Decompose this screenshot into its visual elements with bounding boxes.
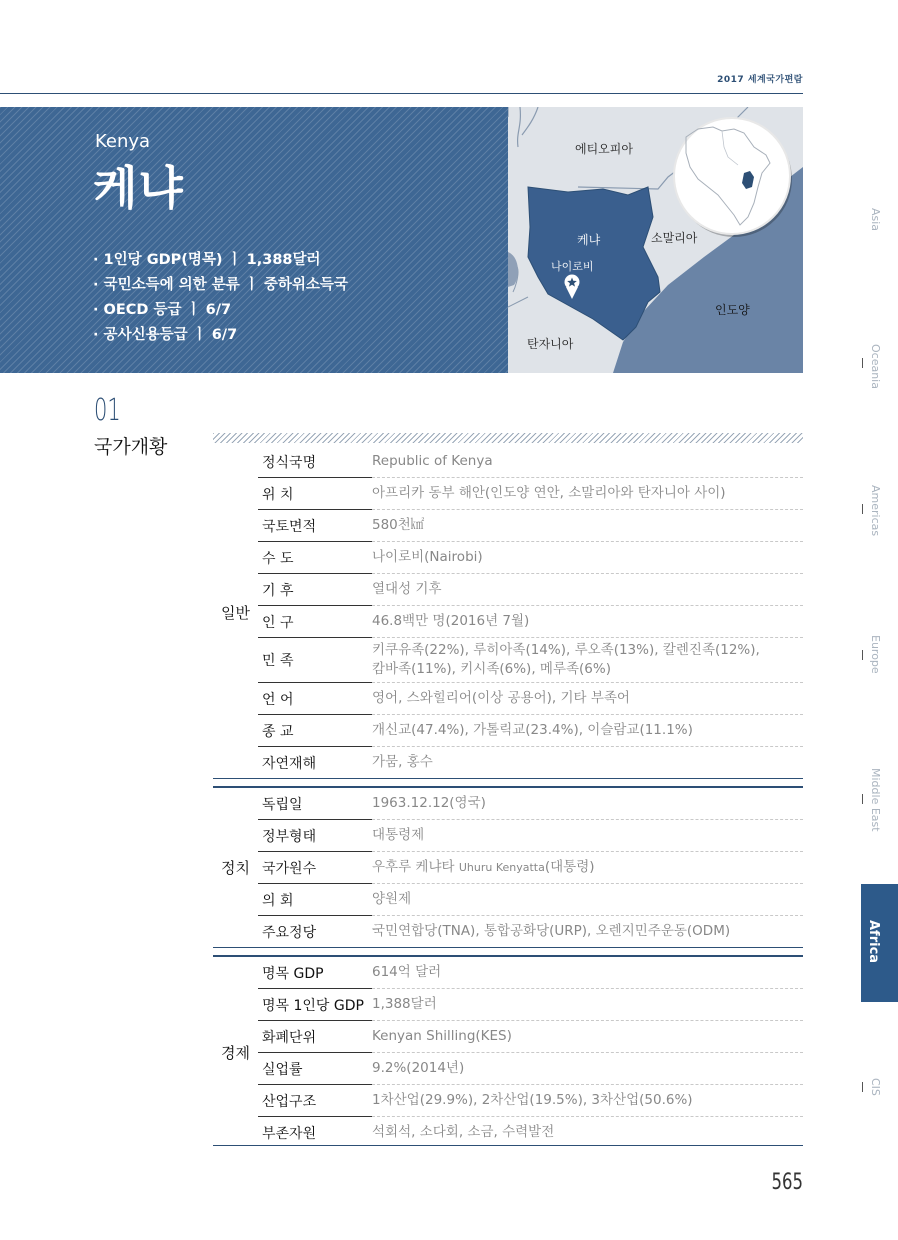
section-title: 국가개황 — [94, 436, 168, 458]
table-row — [213, 683, 803, 715]
row-value — [372, 638, 803, 683]
row-key: 국가원수 — [258, 852, 372, 884]
locator-globe — [674, 118, 790, 234]
group-separator — [213, 948, 803, 957]
row-key: 실업률 — [258, 1053, 372, 1085]
row-key: 의 회 — [258, 884, 372, 916]
row-value: 1,388달러 — [372, 989, 803, 1021]
row-value: 나이로비(Nairobi) — [372, 542, 803, 574]
row-value: 가뭄, 홍수 — [372, 754, 433, 770]
label-ethiopia: 에티오피아 — [575, 142, 633, 156]
table-row — [213, 606, 803, 638]
row-key: 산업구조 — [258, 1085, 372, 1117]
row-value: 9.2%(2014년) — [372, 1053, 803, 1085]
table-row — [213, 1053, 803, 1085]
group-economy: 경제 — [213, 956, 258, 1148]
section-hatch-bar — [213, 433, 803, 443]
table-row — [213, 820, 803, 852]
row-key: 위 치 — [258, 478, 372, 510]
row-key: 부존자원 — [262, 1125, 317, 1142]
country-map — [508, 107, 803, 373]
row-key: 민 족 — [258, 638, 372, 683]
row-value: 열대성 기후 — [372, 574, 803, 606]
table-row — [213, 989, 803, 1021]
country-name-ko: 케냐 — [93, 161, 184, 215]
row-value: 580천㎢ — [372, 510, 803, 542]
side-tick — [862, 358, 863, 368]
row-value-text: 우후루 케냐타 — [372, 859, 459, 875]
group-politics: 정치 — [213, 787, 258, 948]
side-tick — [862, 650, 863, 660]
row-value-en: Uhuru Kenyatta — [458, 861, 545, 874]
row-value: 1963.12.12(영국) — [372, 787, 803, 820]
table-row — [213, 747, 803, 779]
row-value: 영어, 스와힐리어(이상 공용어), 기타 부족어 — [372, 683, 803, 715]
side-tab-asia[interactable]: Asia — [869, 208, 882, 232]
side-tick — [862, 504, 863, 514]
row-key: 종 교 — [258, 715, 372, 747]
side-tick — [862, 1082, 863, 1092]
row-key: 명목 1인당 GDP — [258, 989, 372, 1021]
side-tab-cis[interactable]: CIS — [869, 1078, 882, 1096]
table-row — [213, 574, 803, 606]
side-tab-americas[interactable]: Americas — [869, 485, 882, 537]
row-key: 인 구 — [258, 606, 372, 638]
table-row — [213, 542, 803, 574]
side-tick — [862, 794, 863, 804]
group-separator — [213, 779, 803, 788]
row-key: 기 후 — [258, 574, 372, 606]
table-row — [213, 916, 803, 948]
row-value-tail: (대통령) — [544, 859, 595, 875]
row-value: 대통령제 — [372, 820, 803, 852]
row-value: 46.8백만 명(2016년 7월) — [372, 606, 803, 638]
table-row — [213, 446, 803, 478]
table-row — [213, 510, 803, 542]
table-row — [213, 1085, 803, 1117]
table-bottom-rule — [213, 1145, 803, 1146]
side-tab-oceania[interactable]: Oceania — [869, 344, 882, 389]
key-facts — [93, 248, 348, 348]
fact-income-class: · 국민소득에 의한 분류 ㅣ 중하위소득국 — [93, 277, 348, 293]
row-key: 언 어 — [258, 683, 372, 715]
row-key: 명목 GDP — [258, 956, 372, 989]
section-number: 01 — [94, 393, 121, 428]
row-value: 614억 달러 — [372, 956, 803, 989]
side-tab-europe[interactable]: Europe — [869, 635, 882, 674]
table-row — [213, 1117, 803, 1149]
row-key: 자연재해 — [262, 755, 317, 772]
row-value: Kenyan Shilling(KES) — [372, 1021, 803, 1053]
row-key: 정부형태 — [258, 820, 372, 852]
table-row — [213, 787, 803, 820]
row-value — [372, 852, 803, 884]
row-value: 양원제 — [372, 884, 803, 916]
fact-gdp: · 1인당 GDP(명목) ㅣ 1,388달러 — [93, 252, 321, 268]
row-key: 정식국명 — [258, 446, 372, 478]
table-row — [213, 1021, 803, 1053]
table-row — [213, 478, 803, 510]
row-value: 아프리카 동부 해안(인도양 연안, 소말리아와 탄자니아 사이) — [372, 478, 803, 510]
row-key: 수 도 — [258, 542, 372, 574]
side-tab-middle-east[interactable]: Middle East — [869, 768, 882, 832]
row-value: 개신교(47.4%), 가톨릭교(23.4%), 이슬람교(11.1%) — [372, 715, 803, 747]
table-row — [213, 852, 803, 884]
row-value-line: 캄바족(11%), 키시족(6%), 메루족(6%) — [372, 661, 611, 677]
row-key: 독립일 — [258, 787, 372, 820]
label-indian-ocean: 인도양 — [715, 303, 750, 317]
row-key: 화폐단위 — [258, 1021, 372, 1053]
country-overview-table — [213, 446, 803, 1148]
row-key: 국토면적 — [258, 510, 372, 542]
row-value-line: 키쿠유족(22%), 루히아족(14%), 루오족(13%), 칼렌진족(12%), — [372, 642, 760, 658]
table-row — [213, 715, 803, 747]
row-value: Republic of Kenya — [372, 446, 803, 478]
row-value: 국민연합당(TNA), 통합공화당(URP), 오렌지민주운동(ODM) — [372, 923, 731, 939]
fact-credit: · 공사신용등급 ㅣ 6/7 — [93, 327, 238, 343]
label-kenya: 케냐 — [577, 233, 601, 247]
page-number: 565 — [771, 1170, 803, 1195]
fact-oecd: · OECD 등급 ㅣ 6/7 — [93, 302, 232, 318]
publication-title: 2017 세계국가편람 — [717, 75, 803, 85]
row-key: 주요정당 — [262, 924, 317, 941]
group-general: 일반 — [221, 603, 250, 622]
table-row — [213, 884, 803, 916]
table-row — [213, 638, 803, 683]
label-tanzania: 탄자니아 — [527, 337, 574, 351]
table-row — [213, 956, 803, 989]
row-value: 1차산업(29.9%), 2차산업(19.5%), 3차산업(50.6%) — [372, 1085, 803, 1117]
header-rule — [0, 93, 803, 94]
row-value: 석회석, 소다회, 소금, 수력발전 — [372, 1124, 555, 1140]
country-name-en: Kenya — [95, 131, 151, 152]
label-nairobi: 나이로비 — [551, 260, 594, 273]
label-somalia: 소말리아 — [651, 231, 698, 245]
side-tab-africa[interactable]: Africa — [866, 920, 881, 964]
